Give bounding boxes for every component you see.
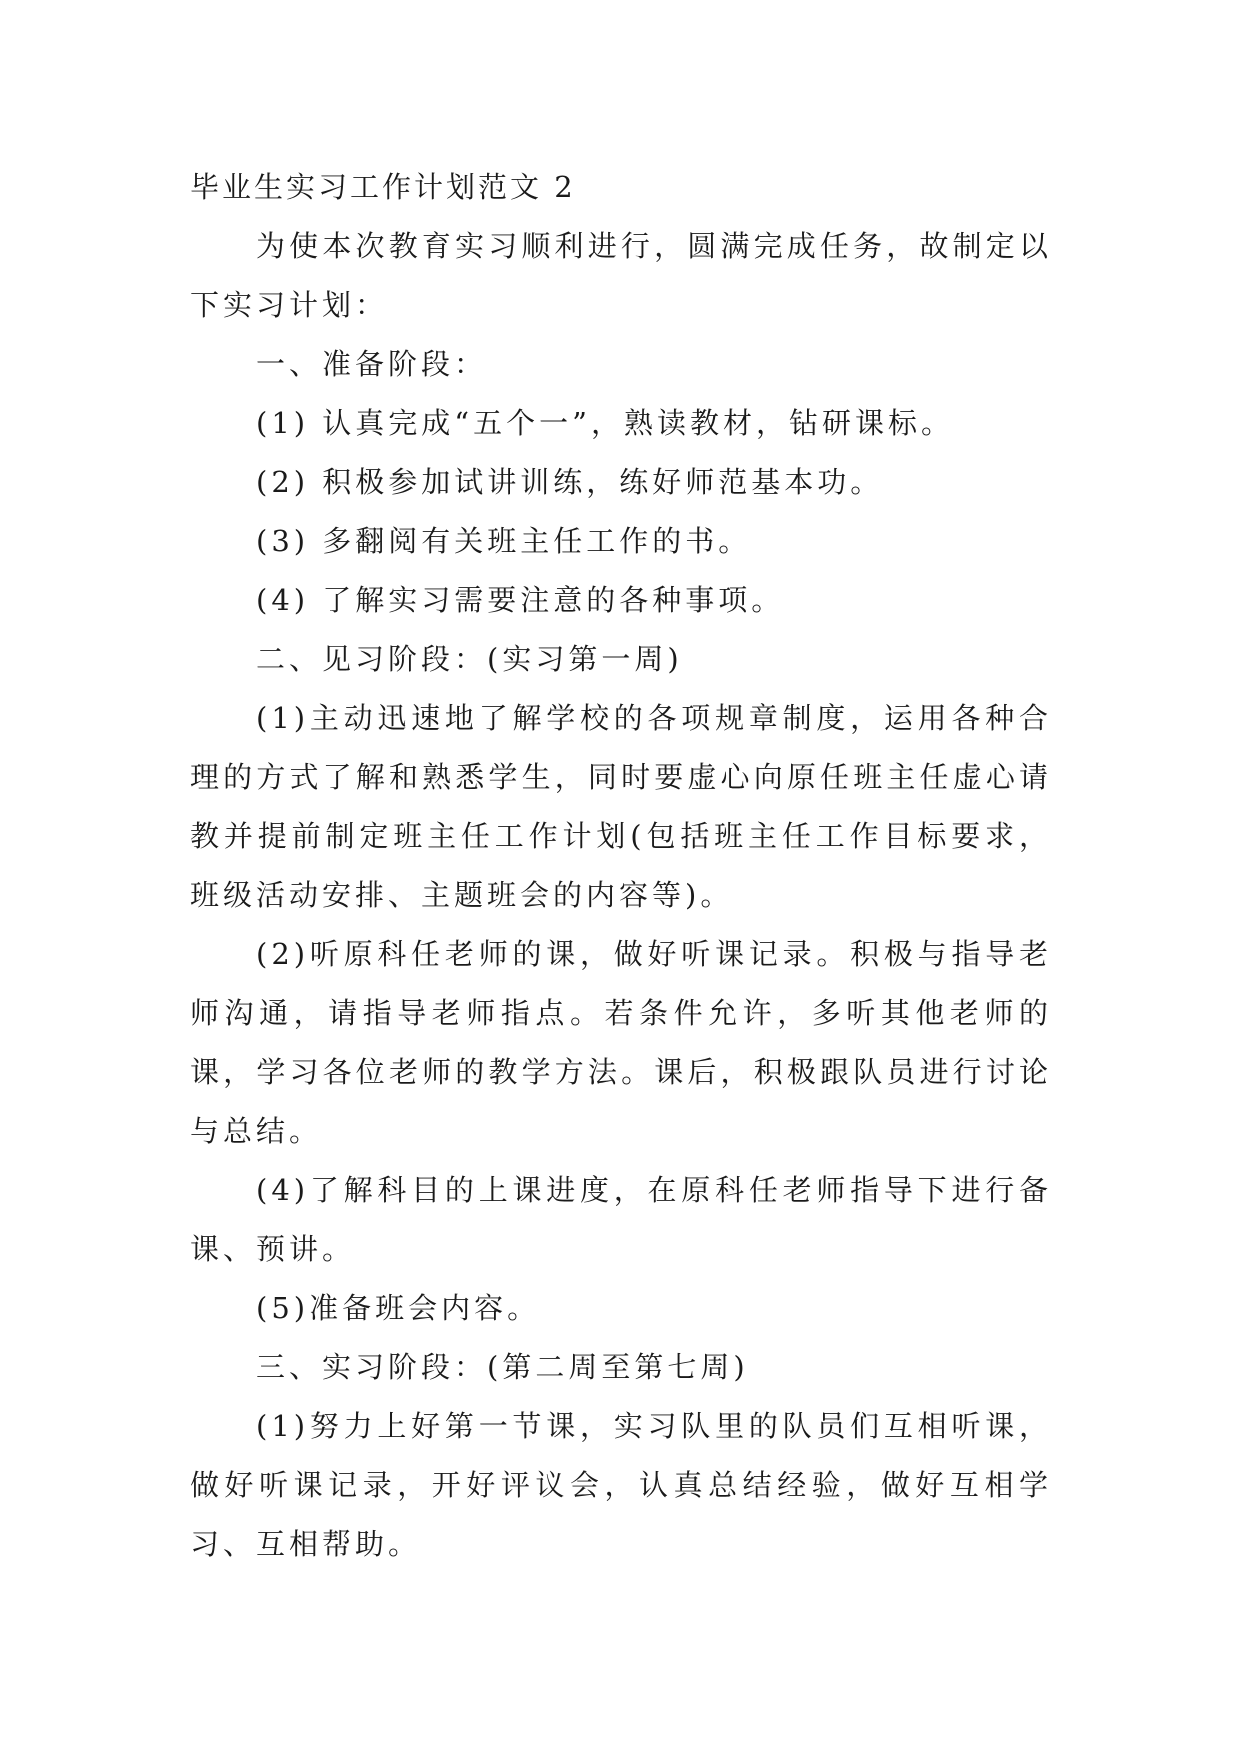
- list-item: (4)了解科目的上课进度，在原科任老师指导下进行备课、预讲。: [190, 1173, 1052, 1266]
- list-item: (1)努力上好第一节课，实习队里的队员们互相听课，做好听课记录，开好评议会，认真总结经验，做好互相学习、互相帮助。: [190, 1409, 1052, 1561]
- section-heading-internship: 三、实习阶段：(第二周至第七周): [256, 1350, 749, 1384]
- list-item: (1)主动迅速地了解学校的各项规章制度，运用各种合理的方式了解和熟悉学生，同时要虚心向原任班主任虚心请教并提前制定班主任工作计划(包括班主任工作目标要求，班级活动安排、主题班会的内容等)。: [190, 701, 1052, 912]
- section-heading-preparation: 一、准备阶段：: [256, 347, 488, 381]
- list-item: (3) 多翻阅有关班主任工作的书。: [256, 524, 752, 558]
- document-title: 毕业生实习工作计划范文 2: [190, 170, 576, 204]
- list-item: (2) 积极参加试讲训练，练好师范基本功。: [256, 465, 884, 499]
- list-item: (5)准备班会内容。: [256, 1291, 541, 1325]
- intro-paragraph: 为使本次教育实习顺利进行，圆满完成任务，故制定以下实习计划：: [190, 229, 1052, 322]
- list-item: (2)听原科任老师的课，做好听课记录。积极与指导老师沟通，请指导老师指点。若条件允许，多听其他老师的课，学习各位老师的教学方法。课后，积极跟队员进行讨论与总结。: [190, 937, 1052, 1148]
- section-heading-observation: 二、见习阶段：(实习第一周): [256, 642, 683, 676]
- list-item: (1) 认真完成“五个一”，熟读教材，钻研课标。: [256, 406, 954, 440]
- list-item: (4) 了解实习需要注意的各种事项。: [256, 583, 785, 617]
- document-body: [190, 158, 1052, 1574]
